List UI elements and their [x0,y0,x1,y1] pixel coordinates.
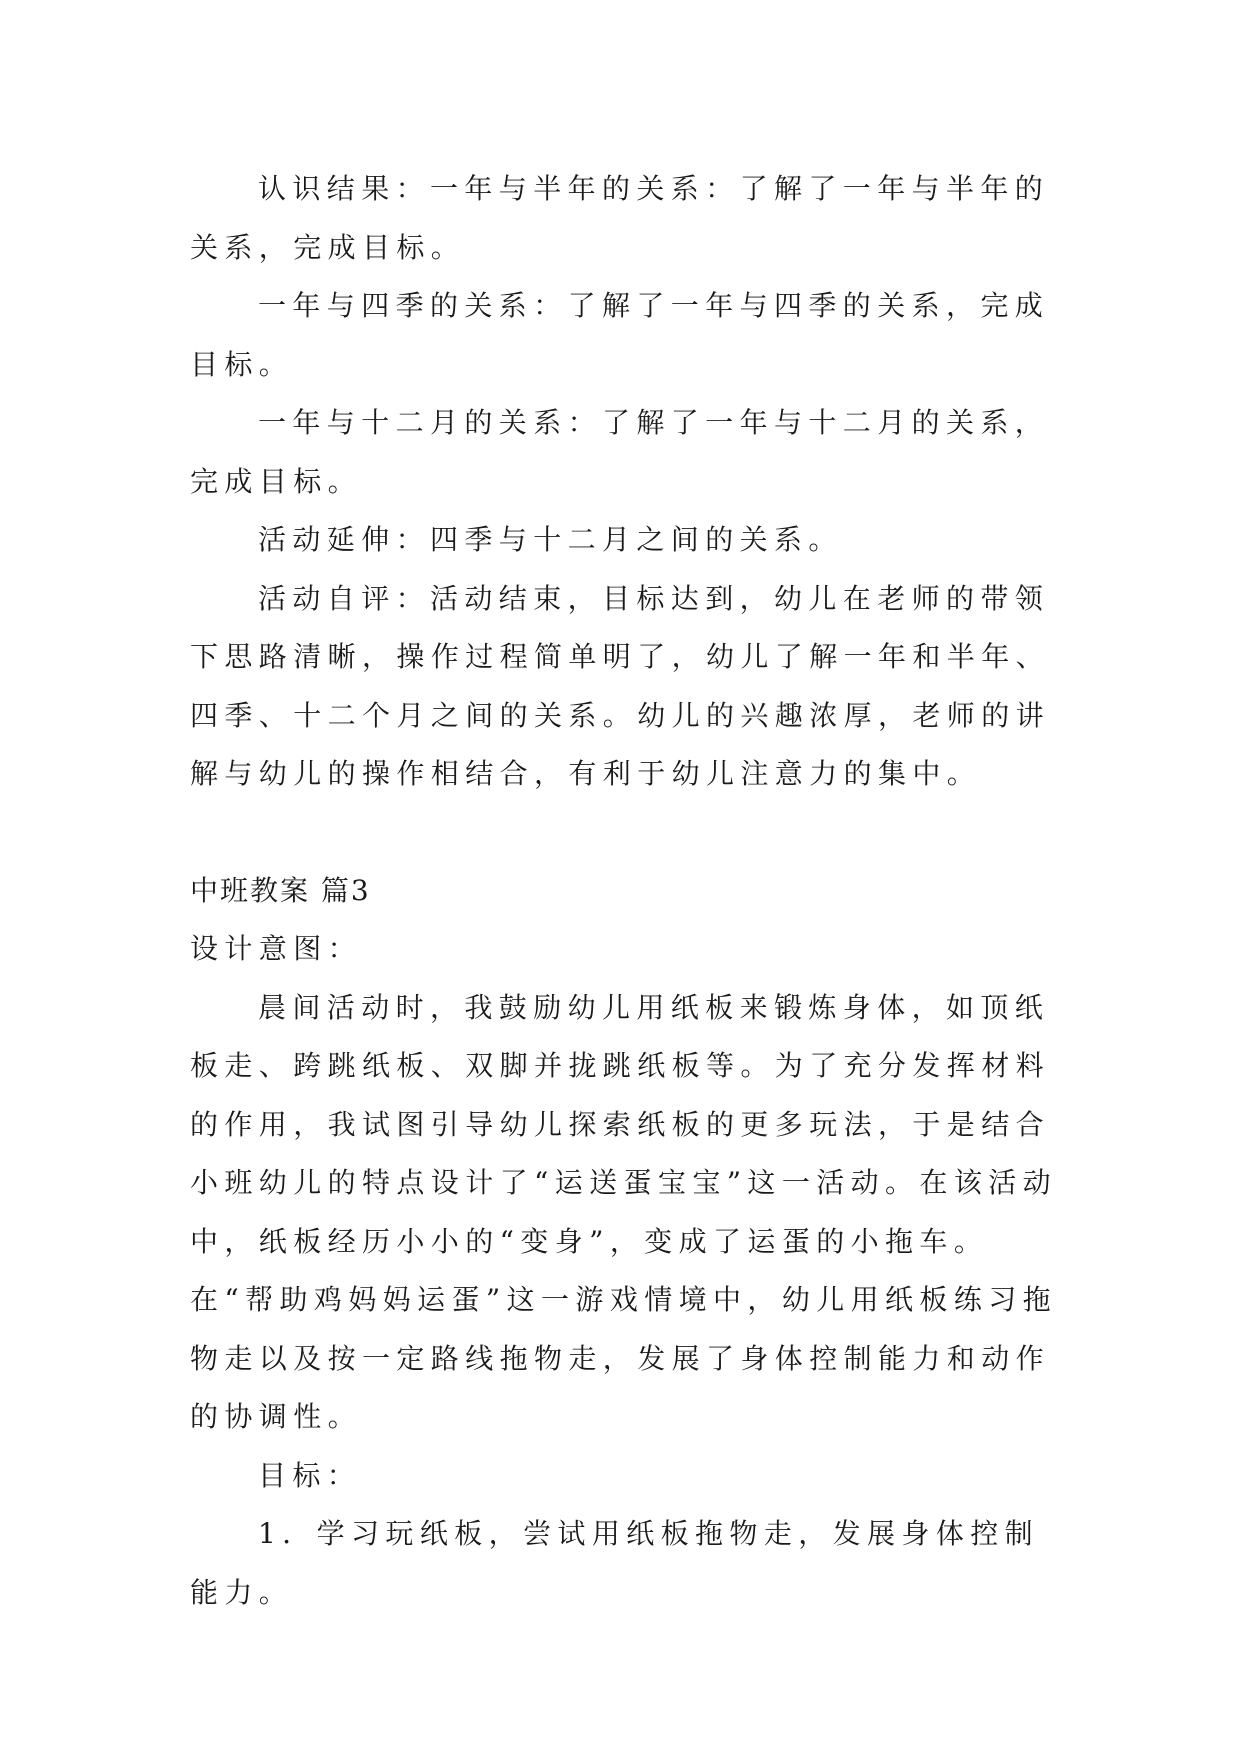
result-paragraph: 认识结果：一年与半年的关系：了解了一年与半年的关系，完成目标。 [190,172,1050,264]
months-paragraph: 一年与十二月的关系：了解了一年与十二月的关系，完成目标。 [190,406,1050,498]
document-page [190,160,1058,1622]
design-intent-paragraph: 晨间活动时，我鼓励幼儿用纸板来锻炼身体，如顶纸板走、跨跳纸板、双脚并拢跳纸板等。为了充分发挥材料的作用，我试图引导幼儿探索纸板的更多玩法，于是结合小班幼儿的特点设计了“运送蛋宝宝”这一活动。在该活动中，纸板经历小小的“变身”，变成了运蛋的小拖车。在“帮助鸡妈妈运蛋”这一游戏情境中，幼儿用纸板练习拖物走以及按一定路线拖物走，发展了身体控制能力和动作的协调性。 [190,990,1058,1433]
section-spacer [190,804,1058,862]
seasons-paragraph: 一年与四季的关系：了解了一年与四季的关系，完成目标。 [190,289,1050,381]
goals-label: 目标： [258,1458,362,1492]
goal-item-1: 1．学习玩纸板，尝试用纸板拖物走，发展身体控制能力。 [190,1517,1040,1609]
section-heading: 中班教案 篇3 [190,873,371,907]
design-intent-label: 设计意图： [190,932,363,965]
extension-paragraph: 活动延伸：四季与十二月之间的关系。 [258,523,843,556]
self-evaluation-paragraph: 活动自评：活动结束，目标达到，幼儿在老师的带领下思路清晰，操作过程简单明了，幼儿了解一年和半年、四季、十二个月之间的关系。幼儿的兴趣浓厚，老师的讲解与幼儿的操作相结合，有利于幼儿注意力的集中。 [190,581,1051,790]
